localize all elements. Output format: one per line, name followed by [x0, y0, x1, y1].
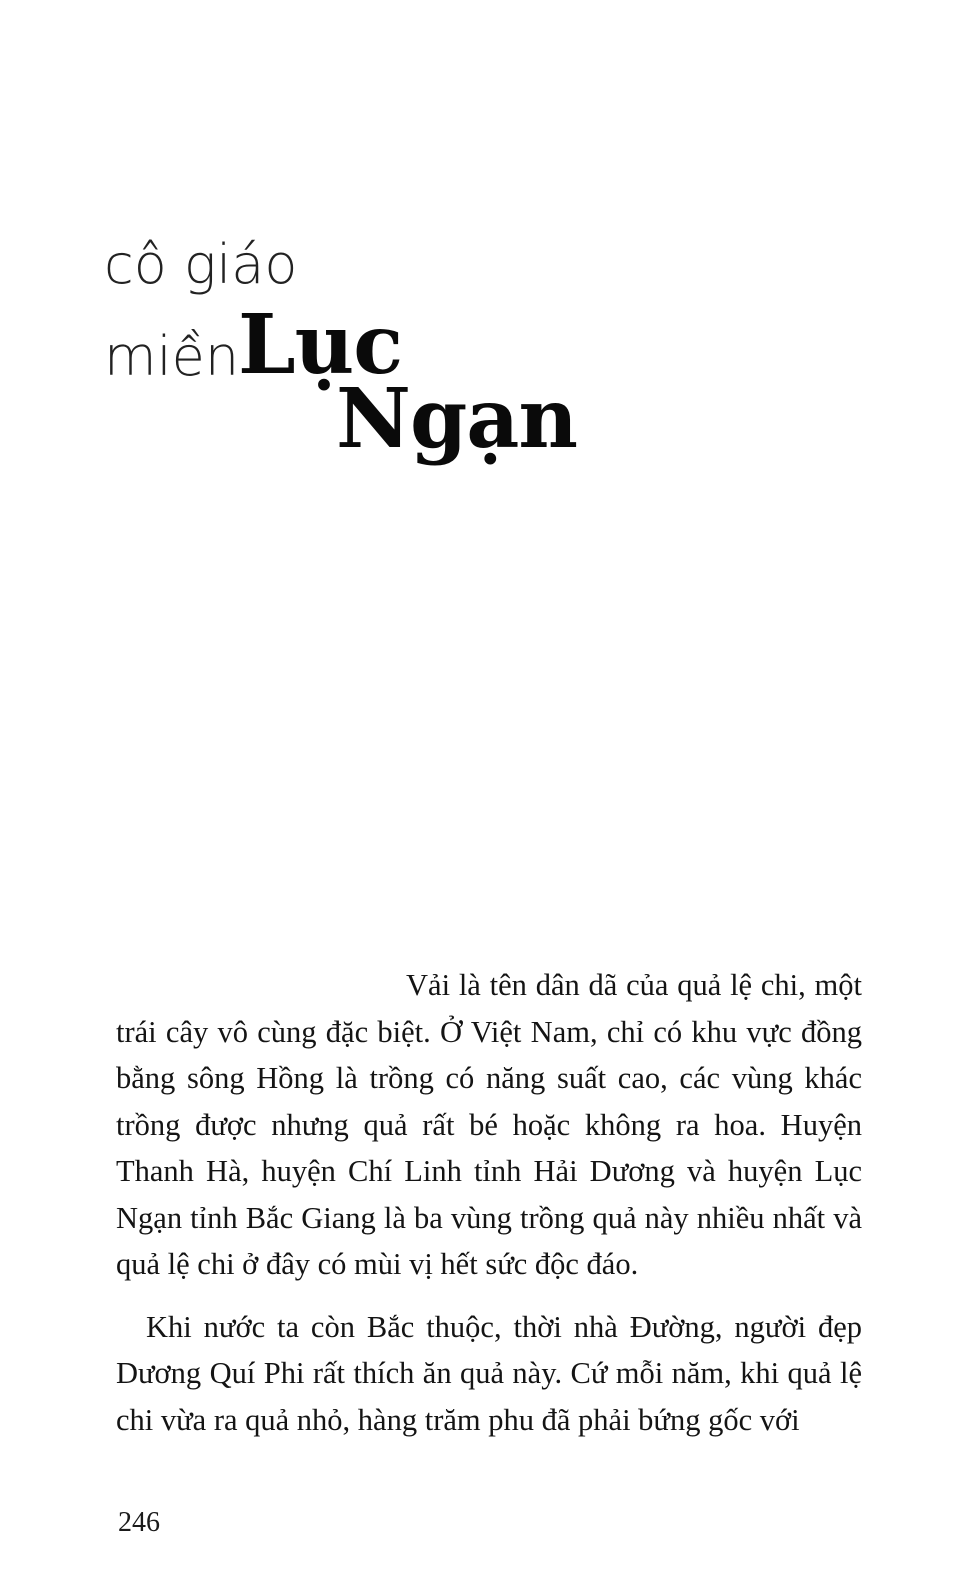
paragraph-1: Vải là tên dân dã của quả lệ chi, một trái cây vô cùng đặc biệt. Ở Việt Nam, chỉ có khu vực đồng bằng sông Hồng là trồng có năng suất cao, các vùng khác trồng được nhưng quả rất bé hoặc không ra hoa. Huyện Thanh Hà, huyện Chí Linh tỉnh Hải Dương và huyện Lục Ngạn tỉnh Bắc Giang là ba vùng trồng quả này nhiều nhất và quả lệ chi ở đây có mùi vị hết sức độc đáo.	[116, 968, 862, 1281]
chapter-title-luc: Lục	[238, 297, 403, 393]
chapter-title-line1: cô giáo	[104, 233, 298, 296]
page-number: 246	[118, 1507, 160, 1538]
paragraph-2: Khi nước ta còn Bắc thuộc, thời nhà Đường, người đẹp Dương Quí Phi rất thích ăn quả này. Cứ mỗi năm, khi quả lệ chi vừa ra quả nhỏ, hàng trăm phu đã phải bứng gốc với	[116, 1309, 862, 1437]
chapter-title-ngan: Ngạn	[336, 371, 578, 467]
chapter-title-line2-light: miền	[104, 325, 240, 388]
body-text	[116, 962, 862, 1443]
